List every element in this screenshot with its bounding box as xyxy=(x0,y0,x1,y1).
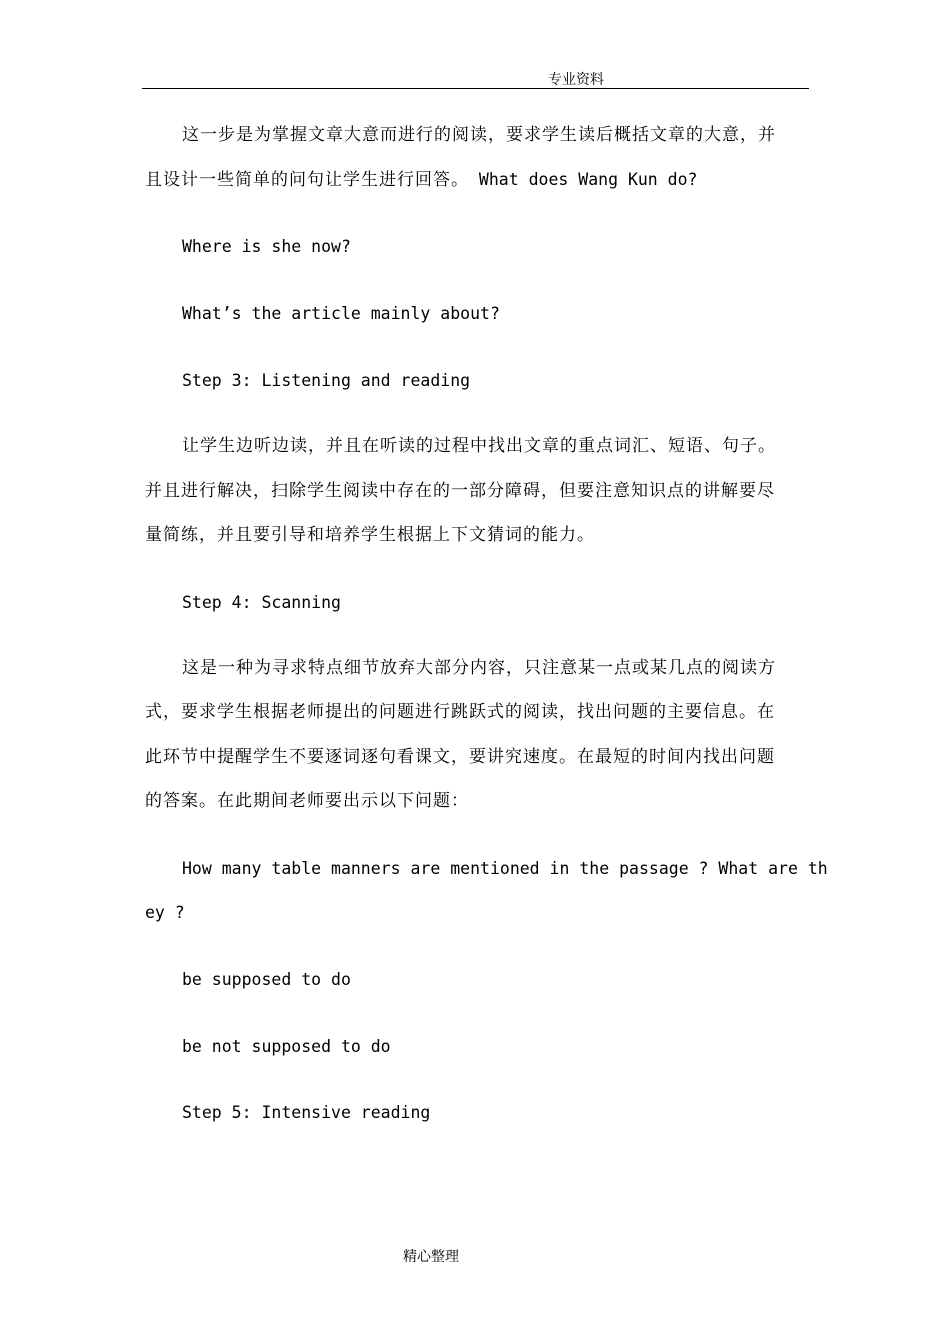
footer-text: 精心整理 xyxy=(403,1249,459,1265)
question-what-does-wang-kun-do: What does Wang Kun do? xyxy=(469,170,698,189)
paragraph-1-line-2-chinese: 且设计一些简单的问句让学生进行回答。 xyxy=(145,170,469,190)
paragraph-3-line-2: 式，要求学生根据老师提出的问题进行跳跃式的阅读，找出问题的主要信息。在 xyxy=(145,702,775,722)
question-where-is-she: Where is she now? xyxy=(182,237,351,256)
question-table-manners-line-2: ey ? xyxy=(145,903,185,922)
paragraph-2-line-3: 量简练，并且要引导和培养学生根据上下文猜词的能力。 xyxy=(145,525,595,545)
paragraph-1-line-2 xyxy=(145,169,697,191)
question-table-manners-line-1: How many table manners are mentioned in the passage ? What are th xyxy=(182,859,828,878)
step-4-heading: Step 4: Scanning xyxy=(182,593,341,612)
item-not-supposed-to-do: be not supposed to do xyxy=(182,1037,391,1056)
header-text: 专业资料 xyxy=(548,72,604,88)
step-5-heading: Step 5: Intensive reading xyxy=(182,1103,431,1122)
question-article-about: What’s the article mainly about? xyxy=(182,304,500,323)
paragraph-3-line-1: 这是一种为寻求特点细节放弃大部分内容，只注意某一点或某几点的阅读方 xyxy=(182,658,776,678)
paragraph-1-line-1: 这一步是为掌握文章大意而进行的阅读，要求学生读后概括文章的大意，并 xyxy=(182,125,776,145)
paragraph-2-line-1: 让学生边听边读，并且在听读的过程中找出文章的重点词汇、短语、句子。 xyxy=(182,436,776,456)
item-supposed-to-do: be supposed to do xyxy=(182,970,351,989)
header-rule xyxy=(142,88,809,89)
step-3-heading: Step 3: Listening and reading xyxy=(182,371,471,390)
paragraph-3-line-4: 的答案。在此期间老师要出示以下问题： xyxy=(145,791,469,811)
paragraph-2-line-2: 并且进行解决，扫除学生阅读中存在的一部分障碍，但要注意知识点的讲解要尽 xyxy=(145,481,775,501)
paragraph-3-line-3: 此环节中提醒学生不要逐词逐句看课文，要讲究速度。在最短的时间内找出问题 xyxy=(145,747,775,767)
